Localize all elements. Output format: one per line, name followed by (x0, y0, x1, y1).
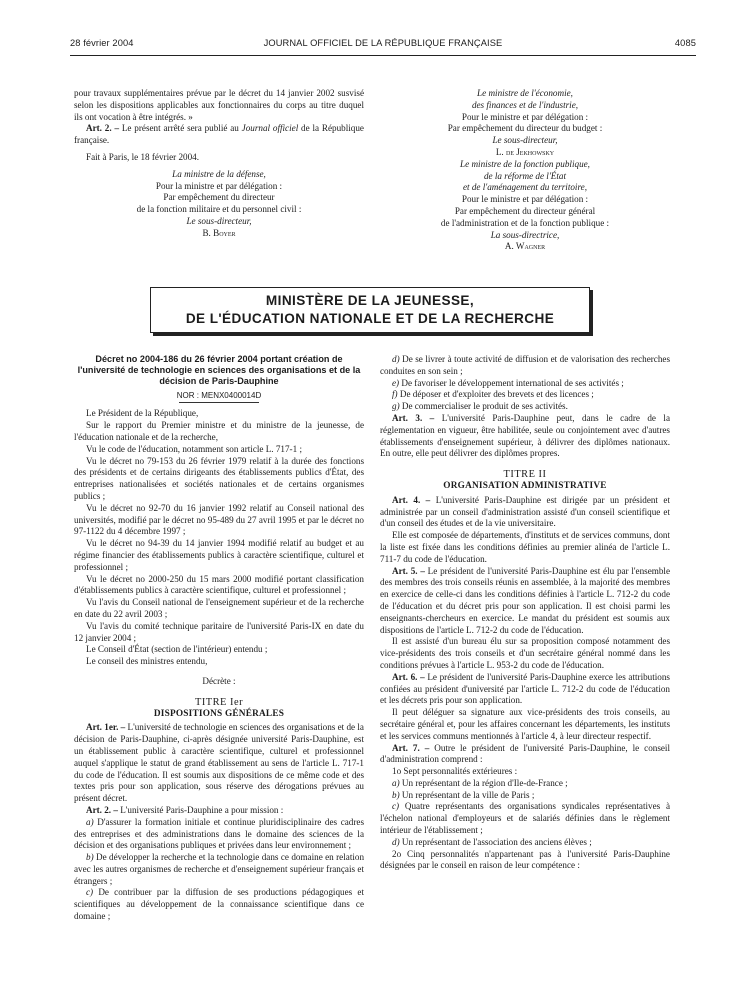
article-5-paragraph: Il est assisté d'un bureau élu sur sa proposition composé notamment des vice-présidents des trois conseils et d'un secrétaire général nommé dans les conditions prévues à l'article L. 953-2 du code de l'éducation. (380, 636, 670, 670)
list-item-d: d) De se livrer à toute activité de diffusion et de valorisation des recherches conduites en son sein ; (380, 354, 671, 376)
visa: Vu le code de l'éducation, notamment son article L. 717-1 ; (86, 443, 302, 454)
article-6-paragraph: Il peut déléguer sa signature aux vice-présidents des trois conseils, au secrétaire général et, pour les affaires concernant les départements, les instituts et les services communs mentionnés à l'article 4, à leur directeur respectif. (380, 707, 670, 741)
header-rule (70, 55, 696, 56)
article-3: Art. 3. – L'université Paris-Dauphine peut, dans le cadre de la réglementation en vigueur, être habilitée, seule ou conjointement avec d'autres établissements d'enseignement supérieur, à délivrer des diplômes nationaux. En outre, elle peut délivrer des diplômes propres. (380, 412, 670, 459)
list-item-d: d) Un représentant de l'association des anciens élèves ; (392, 836, 592, 847)
ministry-line-2: DE L'ÉDUCATION NATIONALE ET DE LA RECHERCHE (185, 311, 555, 326)
page-number: 4085 (674, 38, 696, 48)
signature-date: Fait à Paris, le 18 février 2004. (86, 151, 200, 162)
signature-block-right: Le ministre de l'économie, des finances et de l'industrie, Pour le ministre et par délégation : Par empêchement du directeur du budget : Le sous-directeur, L. de Jekhowsky Le ministre de la fonction publique, de la réforme de l'État et de l'aménagement du territoire, Pour le ministre et par délégation : Par empêchement du directeur général de l'administration et de la fonction publique : La sous-directrice, A. Wagner (380, 88, 670, 253)
titre-heading: TITRE Ier (194, 696, 244, 708)
article-6: Art. 6. – Le président de l'université Paris-Dauphine exerce les attributions confiées au président d'université par l'article L. 712-2 du code de l'éducation et les décrets pris pour son application. (380, 671, 670, 706)
article-4: Art. 4. – L'université Paris-Dauphine est dirigée par un président et administrée par un conseil d'administration assisté d'un conseil scientifique et d'un conseil des études et de la vie universitaire. (380, 494, 670, 529)
visa: Vu le décret no 79-153 du 26 février 1979 relatif à la durée des fonctions des présidents et de certains dirigeants des établissements publics d'État, des entreprises nationalisées et sociétés nationales et de certains organismes publics ; (74, 455, 364, 501)
previous-text-left (74, 88, 364, 240)
list-item-f: f) De déposer et d'exploiter des brevets et des licences ; (392, 389, 594, 400)
ministry-line-1: MINISTÈRE DE LA JEUNESSE, (265, 293, 475, 308)
header-date: 28 février 2004 (70, 38, 134, 48)
decrete-label: Décrète : (202, 675, 236, 686)
titre-heading: TITRE II (503, 469, 547, 481)
titre-subheading: DISPOSITIONS GÉNÉRALES (153, 708, 285, 719)
visa: Vu le décret no 2000-250 du 15 mars 2000 modifié portant classification d'établissements publics à caractère scientifique, culturel et professionnel ; (74, 573, 364, 596)
list-item-g: g) De commercialiser le produit de ses activités. (392, 401, 568, 412)
visa: Le conseil des ministres entendu, (86, 656, 208, 667)
decree-left-column (74, 354, 364, 923)
nor-reference: NOR : MENX0400014D (176, 390, 262, 400)
list-item: 1o Sept personnalités extérieures : (392, 766, 518, 777)
article-4-paragraph: Elle est composée de départements, d'instituts et de services communs, dont la liste est fixée dans les conditions définies au premier alinéa de l'article L. 711-7 du code de l'éducation. (380, 530, 670, 564)
titre-subheading: ORGANISATION ADMINISTRATIVE (443, 480, 607, 491)
signatory-name: L. de Jekhowsky (495, 146, 555, 157)
signatory-name: B. Boyer (202, 227, 236, 238)
article-2: Art. 2. – L'université Paris-Dauphine a pour mission : (86, 804, 284, 815)
ministry-heading-box (150, 287, 590, 333)
visa: Sur le rapport du Premier ministre et du ministre de la jeunesse, de l'éducation nationale et de la recherche, (74, 420, 364, 442)
article-5: Art. 5. – Le président de l'université Paris-Dauphine est élu par l'ensemble des membres des trois conseils réunis en assemblée, à la majorité des membres en exercice de celle-ci dans les conditions définies à l'article L. 712-2 du code de l'éducation et du décret pris pour son application. Il est choisi parmi les enseignants-chercheurs en exercice. Le mandat du président est soumis aux dispositions de l'article L. 712-2 du code de l'éducation. (380, 565, 670, 635)
signatory-name: A. Wagner (504, 241, 546, 252)
list-item-a: a) Un représentant de la région d'Ile-de-France ; (392, 777, 568, 788)
signature-block-defense: La ministre de la défense, Pour la ministre et par délégation : Par empêchement du directeur de la fonction militaire et du personnel civil : Le sous-directeur, B. Boyer (74, 169, 364, 240)
closing-paragraph: pour travaux supplémentaires prévue par le décret du 14 janvier 2002 susvisé selon les dispositions applicables aux fonctionnaires du corps au titre duquel ils ont vocation à être intégrés. » (74, 88, 364, 122)
list-item-c: c) De contribuer par la diffusion de ses productions pédagogiques et scientifiques au développement de la connaissance scientifique dans ce domaine ; (74, 887, 364, 922)
visa: Le Conseil d'État (section de l'intérieur) entendu ; (86, 644, 268, 655)
list-item-e: e) De favoriser le développement international de ses activités ; (392, 377, 624, 388)
president-line: Le Président de la République, (86, 408, 199, 419)
visa: Vu l'avis du Conseil national de l'enseignement supérieur et de la recherche en date du 22 avril 2003 ; (74, 597, 364, 619)
visa: Vu le décret no 92-70 du 16 janvier 1992 relatif au Conseil national des universités, modifié par le décret no 95-489 du 27 avril 1995 et par le décret no 97-1122 du 4 décembre 1997 ; (74, 502, 364, 537)
list-item-b: b) Un représentant de la ville de Paris ; (392, 789, 535, 800)
journal-title: JOURNAL OFFICIEL DE LA RÉPUBLIQUE FRANÇAISE (263, 38, 503, 48)
decree-title: Décret no 2004-186 du 26 février 2004 portant création de l'université de technologie en sciences des organisations et de la décision de Paris-Dauphine (77, 354, 361, 387)
page-header (70, 38, 696, 54)
list-item-a: a) D'assurer la formation initiale et continue pluridisciplinaire des cadres des entreprises et des administrations dans le domaine des sciences de la décision et des organisations publiques et privées dans leur environnement ; (74, 816, 365, 851)
list-item: 2o Cinq personnalités n'appartenant pas à l'université Paris-Dauphine désignées par le conseil en raison de leur compétence : (380, 848, 670, 871)
list-item-b: b) De développer la recherche et la technologie dans ce domaine en relation avec les autres organismes de recherche et d'enseignement supérieur français et étrangers ; (74, 852, 365, 886)
decree-right-column (380, 354, 670, 872)
visa: Vu le décret no 94-39 du 14 janvier 1994 modifié relatif au budget et au régime financier des établissements publics à caractère scientifique, culturel et professionnel ; (74, 538, 364, 572)
visa: Vu l'avis du comité technique paritaire de l'université Paris-IX en date du 12 janvier 2004 ; (74, 620, 364, 643)
list-item-c: c) Quatre représentants des organisations syndicales représentatives à l'échelon national d'employeurs et de salariés définies dans le règlement intérieur de l'établissement ; (380, 801, 671, 836)
article-7: Art. 7. – Outre le président de l'université Paris-Dauphine, le conseil d'administration comprend : (380, 742, 670, 765)
title-rule (179, 402, 259, 403)
article-1: Art. 1er. – L'université de technologie en sciences des organisations et de la décision de Paris-Dauphine, ci-après désignée université Paris-Dauphine, est un établissement public à caractère scientifique, culturel et professionnel auquel s'applique le statut de grand établissement au sens de l'article L. 717-1 du code de l'éducation. Il est soumis aux dispositions de ce même code et des textes pris pour son application, sous réserve des dérogations prévues au présent décret. (74, 722, 364, 804)
article-2-previous: Art. 2. – Le présent arrêté sera publié au Journal officiel de la République française. (74, 123, 364, 146)
